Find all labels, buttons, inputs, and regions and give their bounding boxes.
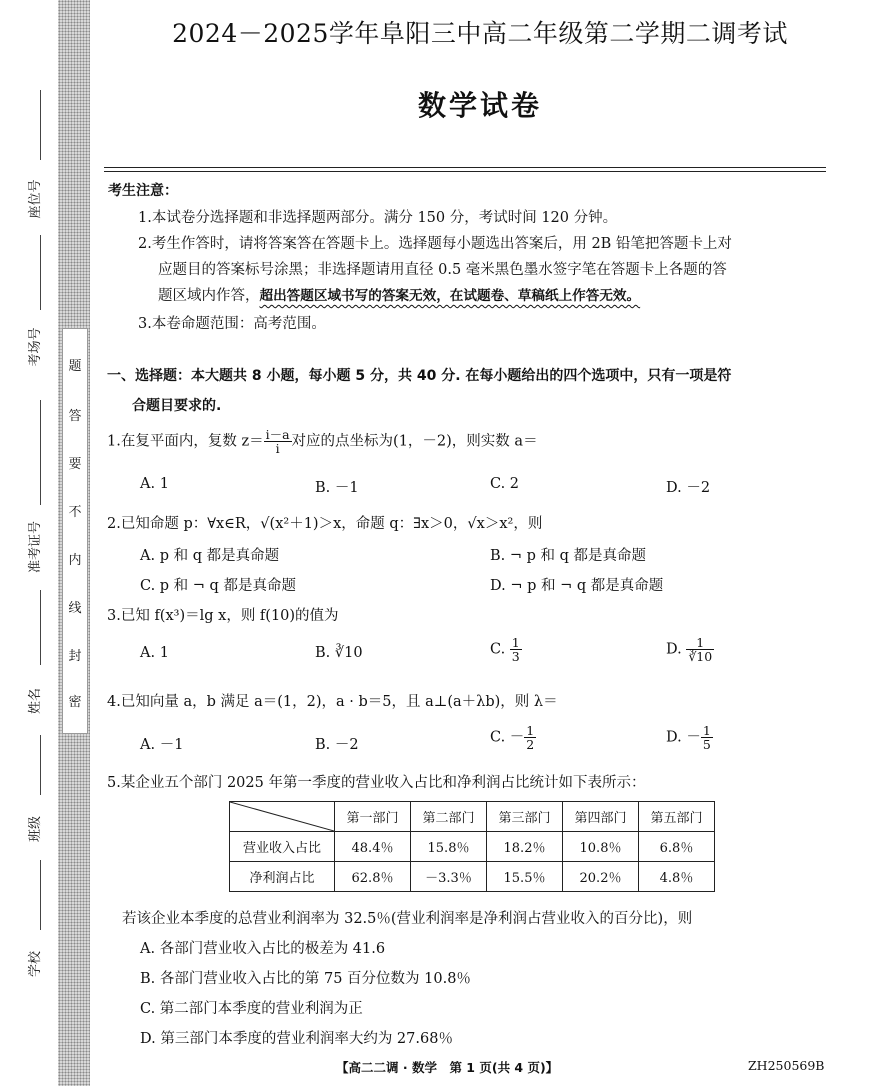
q2-option-d: D. ¬ p 和 ¬ q 都是真命题 [490,578,664,594]
q3-option-b: B. ∛10 [315,645,363,661]
fraction: $\frac{1}{5}$ [702,723,711,752]
question-1: 1.在复平面内，复数 z＝ $\frac{i-a}{i}$ 对应的点坐标为(1，－2)，则实数 a＝ [107,427,538,456]
q1-option-d: D. －2 [666,480,711,496]
table-cell: －3.3％ [411,862,487,892]
table-cell: 6.8％ [639,832,715,862]
notice-item-2-cont: 题区域内作答，超出答题区域书写的答案无效，在试题卷、草稿纸上作答无效。 [158,288,641,304]
name-label: 姓名 [28,688,43,715]
question-4: 4.已知向量 a，b 满足 a＝(1，2)，a · b＝5，且 a⊥(a＋λb)，则 λ＝ [107,694,558,710]
seal-char: 不 [68,505,82,520]
question-5: 5.某企业五个部门 2025 年第一季度的营业收入占比和净利润占比统计如下表所示： [107,775,646,791]
seal-char: 要 [68,457,82,472]
seat-number-label: 座位号 [28,179,43,219]
exam-room-label: 考场号 [28,327,43,367]
exam-title: 2024－2025学年阜阳三中高二年级第二学期二调考试 [172,19,788,48]
class-line [40,735,41,795]
fraction: $\frac{i-a}{i}$ [265,427,290,456]
paper-code: ZH250569B [748,1058,825,1073]
table-header-row [230,802,715,832]
seal-char: 内 [68,553,82,568]
q2-option-c: C. p 和 ¬ q 都是真命题 [140,578,296,594]
seal-char: 答 [68,409,82,424]
table-cell: 20.2％ [563,862,639,892]
exam-room-line [40,235,41,310]
class-label: 班级 [28,816,43,843]
q3-option-d: D. $\frac{1}{∛10}$ [666,635,713,664]
question-2: 2.已知命题 p：∀x∈R，√(x²＋1)＞x，命题 q：∃x＞0，√x＞x²，则 [107,516,543,532]
seat-number-line [40,90,41,160]
table-row [230,832,715,862]
notice-heading: 考生注意： [108,183,178,199]
table-header: 第四部门 [563,802,639,832]
table-cell: 10.8％ [563,832,639,862]
question-5-condition: 若该企业本季度的总营业利润率为 32.5％(营业利润率是净利润占营业收入的百分比)，则 [122,911,693,927]
q5-option-b: B. 各部门营业收入占比的第 75 百分位数为 10.8％ [140,971,471,987]
q4-option-b: B. －2 [315,737,359,753]
notice-item-2-cont: 应题目的答案标号涂黑；非选择题请用直径 0.5 毫米黑色墨水签字笔在答题卡上各题的答 [158,262,727,278]
section-heading-cont: 合题目要求的. [132,398,222,414]
warning-text: 超出答题区域书写的答案无效，在试题卷、草稿纸上作答无效。 [259,288,641,304]
notice-item-1: 1.本试卷分选择题和非选择题两部分。满分 150 分，考试时间 120 分钟。 [138,210,618,226]
q2-option-b: B. ¬ p 和 q 都是真命题 [490,548,647,564]
fraction: $\frac{1}{2}$ [526,723,535,752]
q1-option-b: B. －1 [315,480,359,496]
q1-option-c: C. 2 [490,476,520,492]
admission-number-label: 准考证号 [28,521,43,574]
q4-option-d: D. － $\frac{1}{5}$ [666,723,711,752]
q2-option-a: A. p 和 q 都是真命题 [140,548,280,564]
question-3: 3.已知 f(x³)＝lg x，则 f(10)的值为 [107,608,339,624]
seal-char: 封 [68,649,82,664]
department-table [229,801,715,892]
q4-option-a: A. －1 [140,737,184,753]
q3-option-a: A. 1 [140,645,169,661]
row-label: 净利润占比 [230,862,335,892]
school-line [40,860,41,930]
q3-option-c: C. $\frac{1}{3}$ [490,635,520,664]
section-heading: 一、选择题：本大题共 8 小题，每小题 5 分，共 40 分. 在每小题给出的四个选项中，只有一项是符 [107,368,732,384]
table-cell: 4.8％ [639,862,715,892]
row-label: 营业收入占比 [230,832,335,862]
seal-char: 密 [68,695,82,710]
header-rule [104,171,826,172]
page-footer: 【高二二调 · 数学 第 1 页(共 4 页)】 [336,1060,559,1075]
table-row [230,862,715,892]
table-cell: 18.2％ [487,832,563,862]
seal-char: 题 [68,359,82,374]
q5-option-a: A. 各部门营业收入占比的极差为 41.6 [140,941,386,957]
table-cell: 15.8％ [411,832,487,862]
table-header: 第三部门 [487,802,563,832]
fraction: $\frac{1}{∛10}$ [688,635,713,664]
table-header: 第二部门 [411,802,487,832]
notice-item-2: 2.考生作答时，请将答案答在答题卡上。选择题每小题选出答案后，用 2B 铅笔把答题卡上对 [138,236,732,252]
header-rule [104,167,826,168]
fraction: $\frac{1}{3}$ [511,635,520,664]
table-header: 第五部门 [639,802,715,832]
table-cell: 48.4％ [335,832,411,862]
seal-char: 线 [68,601,82,616]
diagonal-corner-cell [230,802,335,832]
admission-number-line [40,400,41,505]
notice-item-3: 3.本卷命题范围：高考范围。 [138,316,326,332]
q5-option-c: C. 第二部门本季度的营业利润为正 [140,1001,363,1017]
exam-subtitle: 数学试卷 [417,89,542,122]
table-header: 第一部门 [335,802,411,832]
table-cell: 62.8％ [335,862,411,892]
q5-option-d: D. 第三部门本季度的营业利润率大约为 27.68％ [140,1031,453,1047]
q1-option-a: A. 1 [140,476,169,492]
school-label: 学校 [28,951,43,978]
diagonal-line [230,802,334,831]
table-cell: 15.5％ [487,862,563,892]
seal-line-box [62,328,88,734]
name-line [40,590,41,665]
q4-option-c: C. － $\frac{1}{2}$ [490,723,535,752]
